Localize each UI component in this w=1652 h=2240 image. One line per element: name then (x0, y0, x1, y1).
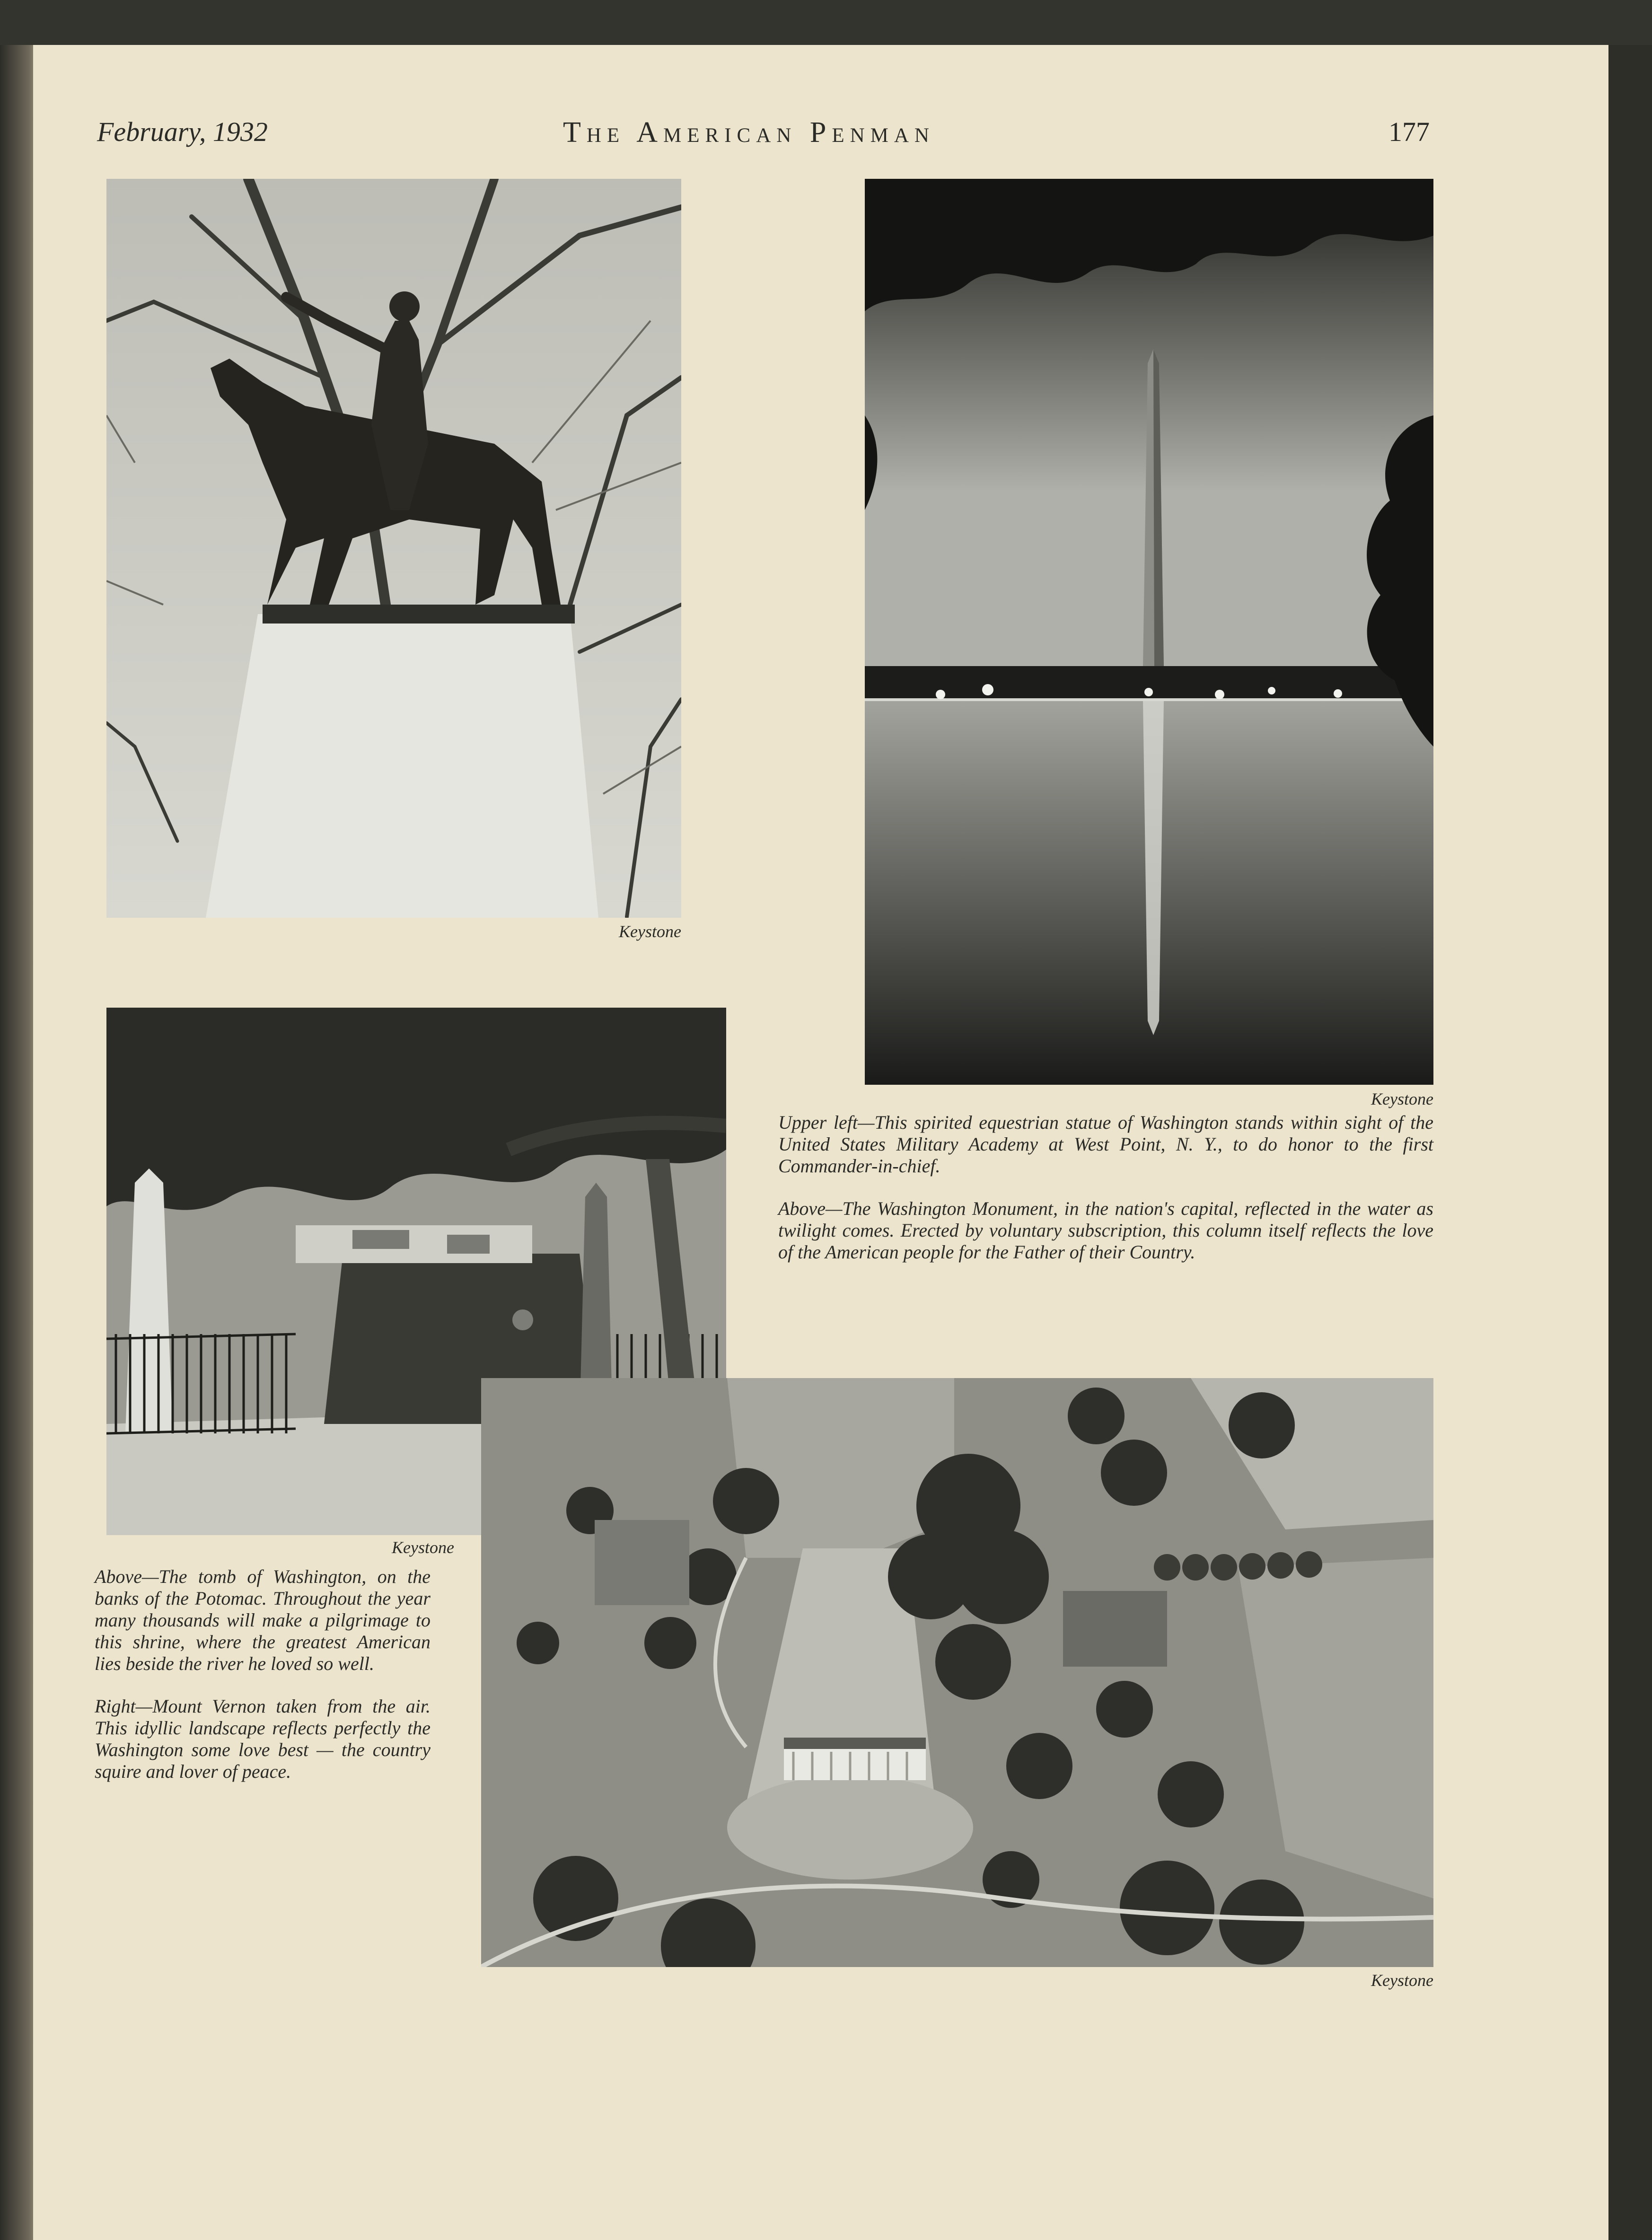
mount-vernon-aerial-photo (481, 1378, 1433, 1967)
caption-statue: Upper left—This spirited equestrian statue of Washington stands within sight of the United States Military Academy at West Point, N. Y., to do honor to the first Commander-in-chief. (778, 1112, 1433, 1177)
statue-photo-credit: Keystone (619, 922, 681, 941)
caption-block-lower (95, 1566, 431, 1803)
caption-monument: Above—The Washington Monument, in the nation's capital, reflected in the water as twilight comes. Erected by voluntary subscription, this column itself reflects the love of the American people for the Father of their Country. (778, 1198, 1433, 1263)
monument-photo-credit: Keystone (1371, 1089, 1433, 1108)
caption-mount-vernon: Right—Mount Vernon taken from the air. This idyllic landscape reflects perfectly the Washington some love best — the country squire and lover of peace. (95, 1695, 431, 1782)
caption-block-upper (778, 1112, 1433, 1284)
caption-tomb: Above—The tomb of Washington, on the banks of the Potomac. Throughout the year many thousands will make a pilgrimage to this shrine, where the greatest American lies beside the river he loved so well. (95, 1566, 431, 1674)
publication-title: The American Penman (563, 116, 935, 149)
issue-date: February, 1932 (97, 116, 268, 147)
page-number: 177 (1388, 116, 1430, 147)
washington-monument-photo (865, 179, 1433, 1085)
scanner-edge (1608, 45, 1652, 2240)
equestrian-statue-photo (106, 179, 681, 918)
mount-vernon-photo-credit: Keystone (1371, 1971, 1433, 1990)
tomb-photo-credit: Keystone (392, 1538, 454, 1557)
